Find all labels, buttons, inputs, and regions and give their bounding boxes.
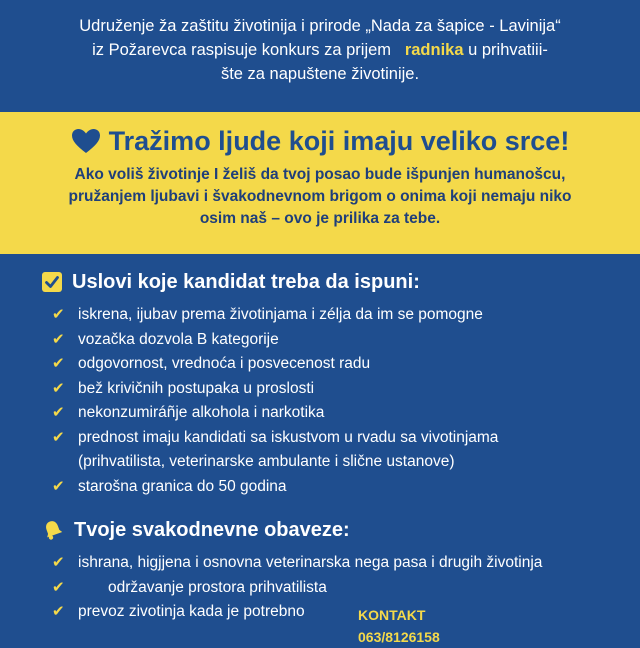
check-icon: ✔ [52, 554, 65, 571]
list-item [0, 401, 640, 426]
duties-heading [0, 516, 640, 544]
list-item [0, 475, 640, 500]
banner-text-line-2: pružanjem ljubavi i švakodnevnom brigom o onima koji nemaju niko [68, 188, 572, 205]
check-icon: ✔ [52, 379, 65, 397]
check-icon: ✔ [52, 578, 65, 596]
intro-line-1: Udruženje ža zaštitu životinija i prirode „Nada za šapice - Lavinija“ [79, 17, 561, 35]
list-item [0, 377, 640, 402]
list-item-text: prednost imaju kandidati sa iskustvom u rvadu sa vivotinjama [78, 428, 499, 446]
banner-text [0, 164, 640, 230]
conditions-list [0, 303, 640, 499]
intro-text [0, 0, 640, 112]
duties-list [0, 551, 640, 625]
contact-block [358, 604, 440, 648]
check-icon: ✔ [52, 330, 65, 348]
list-item-text: ishrana, higjjena i osnovna veterinarska nega pasa i drugih životinja [78, 554, 543, 571]
duties-section [0, 516, 640, 625]
list-item-text: prevoz zivotinja kada je potrebno [78, 603, 305, 620]
check-icon: ✔ [52, 428, 65, 446]
yellow-banner [0, 112, 640, 254]
check-icon: ✔ [52, 306, 65, 323]
list-item [0, 426, 640, 475]
heart-icon [71, 128, 101, 154]
check-icon: ✔ [52, 477, 65, 495]
banner-text-line-3: osim naš – ovo je prilika za tebe. [199, 210, 441, 227]
check-icon: ✔ [52, 355, 65, 372]
list-item [0, 576, 640, 601]
intro-line-3: šte za napuštene životinije. [220, 65, 420, 83]
intro-line-2-start: iz Požarevca raspisuje konkurs za prijem [92, 41, 392, 59]
list-item-text-continued: (prihvatilista, veterinarske ambulante i slične ustanove) [78, 453, 455, 470]
list-item-text: starošna granica do 50 godina [78, 477, 287, 495]
intro-highlight-radnika: radnika [404, 41, 464, 59]
list-item-text: iskrena, ijubav prema životinjama i zélja da im se pomogne [78, 306, 483, 323]
check-icon: ✔ [52, 404, 65, 421]
list-item [0, 303, 640, 328]
list-item [0, 551, 640, 576]
banner-title [0, 124, 640, 158]
checkbox-icon [42, 272, 62, 292]
contact-phone: 063/8126158 [358, 629, 440, 645]
list-item-text: vozačka dozvola B kategorije [78, 330, 279, 348]
conditions-heading-text: Uslovi koje kandidat treba da ispuni: [72, 270, 420, 293]
list-item [0, 352, 640, 377]
conditions-heading [0, 268, 640, 296]
list-item [0, 600, 640, 625]
bell-icon [42, 519, 64, 541]
list-item-text: odgovornost, vrednoća i posvecenost radu [78, 355, 371, 372]
list-item-text: bež krivičnih postupaka u proslosti [78, 379, 315, 397]
banner-text-line-1: Ako voliš životinje I želiš da tvoj posao bude išpunjen humanošcu, [74, 166, 566, 183]
intro-line-2-end: u prihvatiii- [468, 41, 548, 59]
intro-line-2 [0, 38, 640, 62]
banner-title-text: Tražimo ljude koji imaju veliko srce! [108, 126, 570, 156]
duties-heading-text: Tvoje svakodnevne obaveze: [74, 518, 350, 541]
list-item-text: nekonzumiráñje alkohola i narkotika [78, 404, 325, 421]
contact-label: KONTAKT [358, 607, 426, 623]
check-icon: ✔ [52, 603, 65, 620]
list-item [0, 328, 640, 353]
conditions-section [0, 268, 640, 499]
list-item-text: održavanje prostora prihvatilista [108, 578, 327, 596]
